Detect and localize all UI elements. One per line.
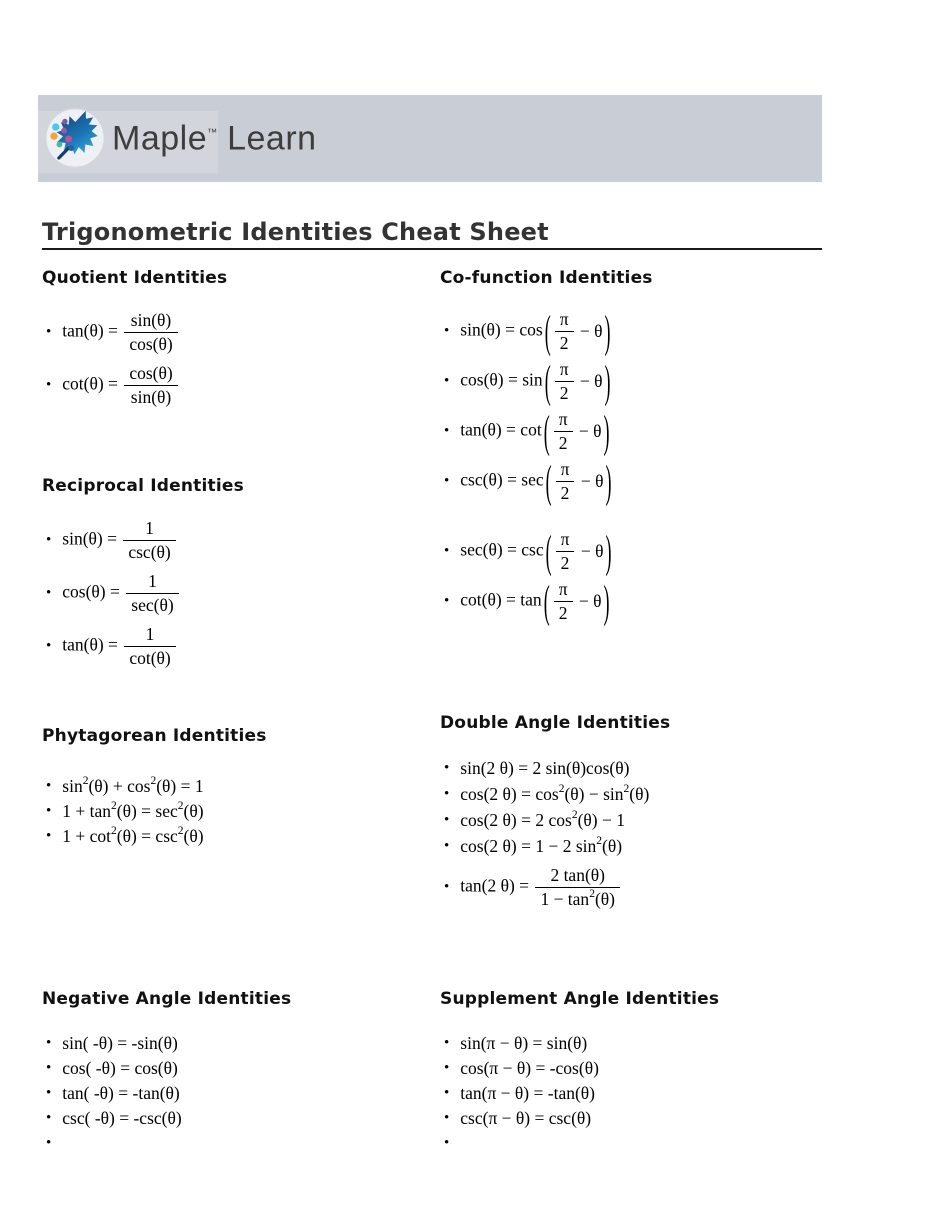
bullet-icon: • — [46, 324, 52, 340]
superscript: 2 — [111, 800, 117, 813]
identity-formula — [62, 1056, 178, 1081]
fraction — [535, 865, 620, 910]
math-text: (θ) — [629, 784, 650, 804]
bullet-icon: • — [46, 778, 52, 794]
math-text: sin(θ) = — [62, 528, 122, 549]
identity-item — [444, 526, 832, 576]
numerator — [126, 571, 178, 594]
maple-leaf-logo-icon — [43, 106, 107, 170]
denominator — [124, 333, 177, 355]
math-text: tan( -θ) = -tan(θ) — [62, 1083, 180, 1103]
identity-formula — [460, 1056, 599, 1081]
identity-item — [444, 306, 832, 356]
math-text: sec(θ) — [131, 595, 174, 615]
identity-formula — [460, 525, 613, 577]
bullet-icon: • — [46, 1035, 52, 1051]
fraction — [556, 529, 575, 574]
identity-item — [444, 781, 832, 807]
bullet-icon: • — [46, 828, 52, 844]
math-text: 2 — [558, 432, 568, 453]
denominator — [556, 482, 575, 504]
math-text: sin — [62, 776, 83, 796]
section-title: Co-function Identities — [440, 268, 653, 288]
math-text: (θ) — [183, 826, 204, 846]
identity-formula — [460, 833, 622, 859]
left-paren-icon: ( — [543, 405, 550, 457]
paren-content — [554, 459, 604, 504]
paren-content — [553, 359, 603, 404]
fraction — [124, 624, 175, 669]
math-text: 1 — [148, 571, 157, 591]
math-text: π — [560, 528, 570, 549]
superscript: 2 — [111, 825, 117, 838]
superscript: 2 — [177, 800, 184, 813]
identity-item — [46, 306, 434, 359]
paren-group — [542, 405, 612, 457]
brand-maple: Maple — [112, 119, 208, 157]
math-text: π — [560, 458, 570, 479]
math-text: (θ) — [594, 888, 615, 909]
identity-list — [42, 774, 434, 849]
bullet-icon: • — [444, 422, 450, 439]
right-paren-icon: ) — [604, 305, 611, 357]
math-text: (θ) − 1 — [577, 810, 625, 830]
right-paren-icon: ) — [604, 355, 611, 407]
denominator — [555, 382, 574, 404]
identity-item — [444, 576, 832, 626]
section-title: Negative Angle Identities — [42, 989, 292, 1009]
numerator — [124, 363, 177, 386]
page-title: Trigonometric Identities Cheat Sheet — [42, 218, 549, 246]
left-paren-icon: ( — [544, 305, 551, 357]
math-text: − θ — [575, 370, 603, 391]
identity-item — [46, 359, 434, 412]
left-paren-icon: ( — [543, 575, 550, 627]
numerator — [124, 310, 177, 333]
denominator — [124, 647, 175, 669]
identity-item — [46, 620, 434, 673]
identity-item — [46, 1031, 434, 1056]
math-text: csc(θ) = sec — [460, 469, 544, 490]
math-text: csc( -θ) = -csc(θ) — [62, 1108, 182, 1128]
fraction — [554, 579, 573, 624]
fraction — [123, 518, 175, 563]
paren-group — [542, 575, 612, 627]
section-title: Reciprocal Identities — [42, 476, 244, 496]
bullet-icon: • — [444, 542, 450, 559]
identity-formula — [460, 755, 629, 781]
math-text: tan(θ) = — [62, 320, 123, 341]
identity-formula — [62, 310, 179, 355]
math-text: 1 — [145, 518, 154, 538]
math-text: (θ) — [183, 801, 204, 821]
identity-formula — [62, 774, 203, 799]
title-underline — [42, 248, 822, 250]
identity-formula — [460, 781, 649, 807]
identity-formula — [62, 1031, 178, 1056]
identity-item — [46, 1131, 434, 1156]
superscript: 2 — [571, 809, 578, 822]
math-text: 1 + tan — [62, 801, 112, 821]
fraction — [555, 309, 574, 354]
identity-list — [42, 1031, 434, 1156]
bullet-icon: • — [444, 1035, 450, 1051]
math-text: 1 + cot — [62, 826, 112, 846]
math-text: cot(θ) — [129, 648, 171, 668]
identity-item — [444, 1131, 832, 1156]
identity-formula — [460, 1031, 587, 1056]
math-text: 2 — [559, 332, 569, 353]
bullet-icon: • — [46, 1110, 52, 1126]
math-text: π — [558, 578, 568, 599]
bullet-icon: • — [444, 372, 450, 389]
trademark-symbol: ™ — [207, 127, 218, 138]
bullet-icon: • — [444, 322, 450, 339]
identity-item — [46, 514, 434, 567]
math-text: − θ — [576, 470, 604, 491]
identity-item — [46, 1056, 434, 1081]
bullet-icon: • — [444, 592, 450, 609]
section-quotient-identities — [42, 268, 434, 412]
identity-formula — [460, 305, 612, 357]
math-text: cos(θ) — [129, 363, 173, 383]
math-text: 2 — [560, 482, 570, 503]
math-text: − θ — [575, 320, 603, 341]
math-text: sin(θ) — [130, 310, 172, 330]
math-text: π — [559, 358, 569, 379]
math-text: (θ) — [602, 836, 623, 856]
section-title: Supplement Angle Identities — [440, 989, 720, 1009]
section-negative-angle-identities — [42, 989, 434, 1156]
identity-item — [46, 824, 434, 849]
identity-item — [444, 406, 832, 456]
identity-item — [46, 774, 434, 799]
identity-formula — [62, 363, 179, 408]
superscript: 2 — [82, 775, 89, 788]
identity-item — [444, 1031, 832, 1056]
math-text: cos(θ) = — [62, 581, 125, 602]
brand-wordmark — [112, 119, 317, 158]
math-text: 1 − tan — [540, 888, 590, 909]
identity-formula — [460, 455, 613, 507]
identity-list — [440, 755, 832, 915]
math-text: csc(π − θ) = csc(θ) — [460, 1108, 592, 1128]
math-text: cos(2 θ) = 1 − 2 sin — [460, 836, 597, 856]
section-cofunction-identities — [440, 268, 832, 626]
bullet-icon: • — [46, 1135, 52, 1151]
left-paren-icon: ( — [544, 355, 551, 407]
denominator — [556, 552, 575, 574]
bullet-icon: • — [444, 472, 450, 489]
left-paren-icon: ( — [545, 525, 552, 577]
identity-formula — [62, 1081, 179, 1106]
identity-item — [444, 807, 832, 833]
superscript: 2 — [150, 775, 157, 788]
identity-formula — [460, 355, 612, 407]
bullet-icon: • — [444, 1110, 450, 1126]
section-supplement-angle-identities — [440, 989, 832, 1156]
numerator — [556, 459, 575, 482]
math-text: tan(θ) = — [62, 634, 123, 655]
math-text: (θ) + cos — [88, 776, 151, 796]
identity-formula — [460, 405, 611, 457]
bullet-icon: • — [46, 585, 52, 601]
math-text: sec(θ) = csc — [460, 539, 544, 560]
denominator — [124, 386, 177, 408]
denominator — [554, 432, 573, 454]
bullet-icon: • — [46, 377, 52, 393]
identity-formula — [460, 1106, 591, 1131]
fraction — [555, 359, 574, 404]
section-title: Double Angle Identities — [440, 713, 671, 733]
math-text: − θ — [574, 590, 602, 611]
bullet-icon: • — [444, 837, 450, 854]
math-text: − θ — [574, 420, 602, 441]
fraction — [554, 409, 573, 454]
math-text: cos(θ) = sin — [460, 369, 543, 390]
fraction — [126, 571, 178, 616]
math-text: 2 — [560, 552, 570, 573]
identity-item — [444, 755, 832, 781]
numerator — [555, 309, 574, 332]
identity-formula — [62, 799, 203, 824]
math-text: (θ) − sin — [564, 784, 624, 804]
identity-formula — [62, 571, 180, 616]
right-paren-icon: ) — [603, 575, 610, 627]
math-text: sin( -θ) = -sin(θ) — [62, 1033, 178, 1053]
bullet-icon: • — [444, 759, 450, 776]
superscript: 2 — [589, 887, 595, 900]
bullet-icon: • — [46, 532, 52, 548]
identity-item — [444, 456, 832, 506]
brand-learn: Learn — [227, 119, 317, 157]
math-text: (θ) = 1 — [156, 776, 204, 796]
math-text: (θ) = sec — [116, 801, 178, 821]
paren-content — [554, 529, 604, 574]
math-text: 2 — [558, 602, 568, 623]
identity-item — [46, 567, 434, 620]
bullet-icon: • — [444, 1085, 450, 1101]
numerator — [535, 865, 620, 888]
superscript: 2 — [596, 835, 603, 848]
math-text: tan(θ) = cot — [460, 419, 542, 440]
maple-learn-banner — [38, 95, 822, 182]
right-paren-icon: ) — [603, 405, 610, 457]
paren-content — [552, 579, 602, 624]
identity-item — [444, 1106, 832, 1131]
numerator — [124, 624, 175, 647]
identity-formula — [460, 865, 622, 910]
superscript: 2 — [558, 783, 565, 796]
identity-formula — [460, 1081, 595, 1106]
fraction — [124, 363, 177, 408]
section-phytagorean-identities — [42, 726, 434, 849]
denominator — [123, 541, 175, 563]
math-text: 1 — [145, 624, 155, 644]
paren-content — [553, 309, 603, 354]
math-text: 2 tan(θ) — [550, 864, 605, 885]
identity-list — [42, 514, 434, 673]
denominator — [535, 888, 620, 910]
numerator — [556, 529, 575, 552]
paren-group — [544, 525, 614, 577]
math-text: cos(θ) — [129, 334, 173, 354]
left-paren-icon: ( — [545, 455, 552, 507]
identity-formula — [62, 624, 177, 669]
math-text: cos(2 θ) = cos — [460, 784, 559, 804]
identity-item — [46, 1106, 434, 1131]
bullet-icon: • — [46, 803, 52, 819]
math-text: − θ — [576, 540, 604, 561]
math-text: sin(θ) — [130, 387, 172, 407]
numerator — [555, 359, 574, 382]
math-text: (θ) = csc — [116, 826, 178, 846]
math-text: tan(π − θ) = -tan(θ) — [460, 1083, 596, 1103]
math-text: tan(2 θ) = — [460, 875, 534, 896]
math-text: cos( -θ) = cos(θ) — [62, 1058, 178, 1078]
section-title: Quotient Identities — [42, 268, 228, 288]
identity-formula — [62, 518, 177, 563]
denominator — [126, 594, 178, 616]
superscript: 2 — [623, 783, 630, 796]
bullet-icon: • — [444, 878, 450, 895]
denominator — [554, 602, 573, 624]
bullet-icon: • — [444, 811, 450, 828]
math-text: π — [559, 308, 569, 329]
identity-list — [42, 306, 434, 412]
identity-item — [444, 833, 832, 859]
math-text: cos(π − θ) = -cos(θ) — [460, 1058, 599, 1078]
section-reciprocal-identities — [42, 476, 434, 673]
math-text: csc(θ) — [128, 542, 171, 562]
identity-item — [444, 356, 832, 406]
identity-formula — [62, 1106, 181, 1131]
identity-item — [444, 1056, 832, 1081]
bullet-icon: • — [46, 1085, 52, 1101]
math-text: sin(π − θ) = sin(θ) — [460, 1033, 588, 1053]
math-text: sin(2 θ) = 2 sin(θ)cos(θ) — [460, 758, 630, 778]
right-paren-icon: ) — [605, 525, 612, 577]
identity-item — [46, 799, 434, 824]
numerator — [554, 579, 573, 602]
paren-group — [543, 355, 613, 407]
identity-formula — [62, 824, 203, 849]
bullet-icon: • — [46, 638, 52, 654]
paren-content — [552, 409, 602, 454]
fraction — [124, 310, 177, 355]
paren-group — [543, 305, 613, 357]
fraction — [556, 459, 575, 504]
identity-formula — [460, 575, 611, 627]
math-text: cot(θ) = tan — [460, 589, 542, 610]
identity-formula — [460, 807, 625, 833]
denominator — [555, 332, 574, 354]
math-text: π — [558, 408, 568, 429]
right-paren-icon: ) — [605, 455, 612, 507]
identity-item — [444, 859, 832, 915]
math-text: cot(θ) = — [62, 373, 123, 394]
bullet-icon: • — [444, 785, 450, 802]
math-text: cos(2 θ) = 2 cos — [460, 810, 572, 830]
identity-item — [46, 1081, 434, 1106]
superscript: 2 — [177, 825, 184, 838]
math-text: sin(θ) = cos — [460, 319, 543, 340]
bullet-icon: • — [444, 1060, 450, 1076]
numerator — [554, 409, 573, 432]
bullet-icon: • — [46, 1060, 52, 1076]
numerator — [123, 518, 175, 541]
identity-list — [440, 1031, 832, 1156]
math-text: 2 — [559, 382, 569, 403]
identity-list — [440, 306, 832, 626]
bullet-icon: • — [444, 1135, 450, 1151]
paren-group — [544, 455, 614, 507]
identity-item — [444, 1081, 832, 1106]
section-title: Phytagorean Identities — [42, 726, 267, 746]
section-double-angle-identities — [440, 713, 832, 915]
